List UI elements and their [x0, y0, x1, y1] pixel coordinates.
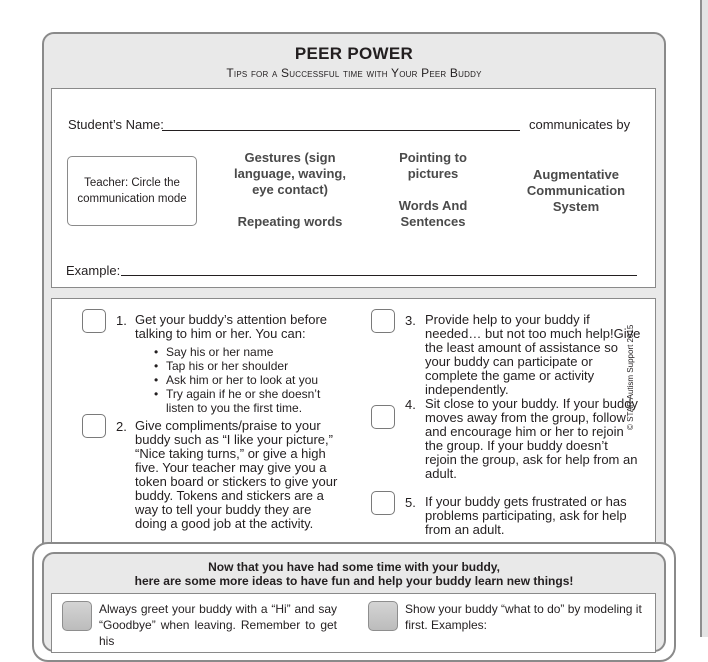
example-line[interactable] — [121, 275, 637, 276]
mode-gestures[interactable]: Gestures (sign language, waving, eye contact) — [234, 150, 346, 197]
tip-3-checkbox[interactable] — [371, 309, 395, 333]
tip-2-checkbox[interactable] — [82, 414, 106, 438]
mode-repeating-words[interactable]: Repeating words — [237, 214, 343, 229]
tip-2-text: Give compliments/praise to your buddy such as “I like your picture,” “Nice taking turns,” or give a high five. Your teacher may give you a token board or stickers to give your buddy. Tokens and stickers are a way to tell your buddy they are doing a good job at the activity. — [135, 418, 338, 531]
mode-augmentative-communication[interactable]: Augmentative Communication System — [526, 167, 626, 214]
tip-2-number: 2. — [116, 419, 127, 434]
example-label: Example: — [66, 263, 121, 278]
tip-4-number: 4. — [405, 397, 416, 412]
student-name-label: Student’s Name: — [68, 117, 164, 132]
greet-checkbox[interactable] — [62, 601, 92, 631]
tip-1-sub-item: • Say his or her name — [154, 345, 334, 359]
page-title: PEER POWER — [294, 44, 414, 63]
mode-pointing-pictures[interactable]: Pointing to pictures — [399, 150, 467, 181]
tip-4-checkbox[interactable] — [371, 405, 395, 429]
student-name-line[interactable] — [162, 130, 520, 131]
model-text: Show your buddy “what to do” by modeling it first. Examples: — [405, 602, 642, 632]
tip-1-sub-item: • Tap his or her shoulder — [154, 359, 334, 373]
tip-1-sub-item: • Try again if he or she doesn’t listen to you the first time. — [154, 387, 334, 415]
tip-5-checkbox[interactable] — [371, 491, 395, 515]
teacher-note-box — [67, 156, 197, 226]
model-checkbox[interactable] — [368, 601, 398, 631]
tip-1-sub-item: • Ask him or her to look at you — [154, 373, 334, 387]
copyright-notice: © STAR Autism Support 2015 — [626, 324, 635, 430]
tip-3-number: 3. — [405, 313, 416, 328]
teacher-note-text: Teacher: Circle the communication mode — [77, 177, 187, 205]
more-ideas-heading — [44, 560, 664, 588]
more-ideas-heading-line-2: here are some more ideas to have fun and help your buddy learn new things! — [134, 574, 574, 588]
more-ideas-heading-line-1: Now that you have had some time with your buddy, — [208, 560, 500, 574]
tip-1-checkbox[interactable] — [82, 309, 106, 333]
tip-3-text: Provide help to your buddy if needed… but not too much help!Give the least amount of assistance so your buddy can participate or complete the game or activity independently. — [425, 312, 641, 397]
page-edge — [696, 0, 708, 637]
greet-text: Always greet your buddy with a “Hi” and say “Goodbye” when leaving. Remember to get his — [99, 602, 337, 648]
mode-words-sentences[interactable]: Words And Sentences — [398, 198, 468, 229]
tip-1-number: 1. — [116, 313, 127, 328]
tip-5-text: If your buddy gets frustrated or has problems participating, ask for help from an adult. — [425, 494, 627, 537]
tip-1-sub-list — [154, 345, 334, 415]
page-subtitle: Tips for a Successful time with Your Peer Buddy — [226, 66, 482, 80]
tip-1-text: Get your buddy’s attention before talking to him or her. You can: — [135, 312, 327, 341]
tip-5-number: 5. — [405, 495, 416, 510]
communicates-by-label: communicates by — [529, 117, 631, 132]
tip-4-text: Sit close to your buddy. If your buddy moves away from the group, follow and encourage him or her to rejoin the group. If your buddy doesn’t rejoin the group, ask for help from an adult. — [425, 396, 638, 481]
